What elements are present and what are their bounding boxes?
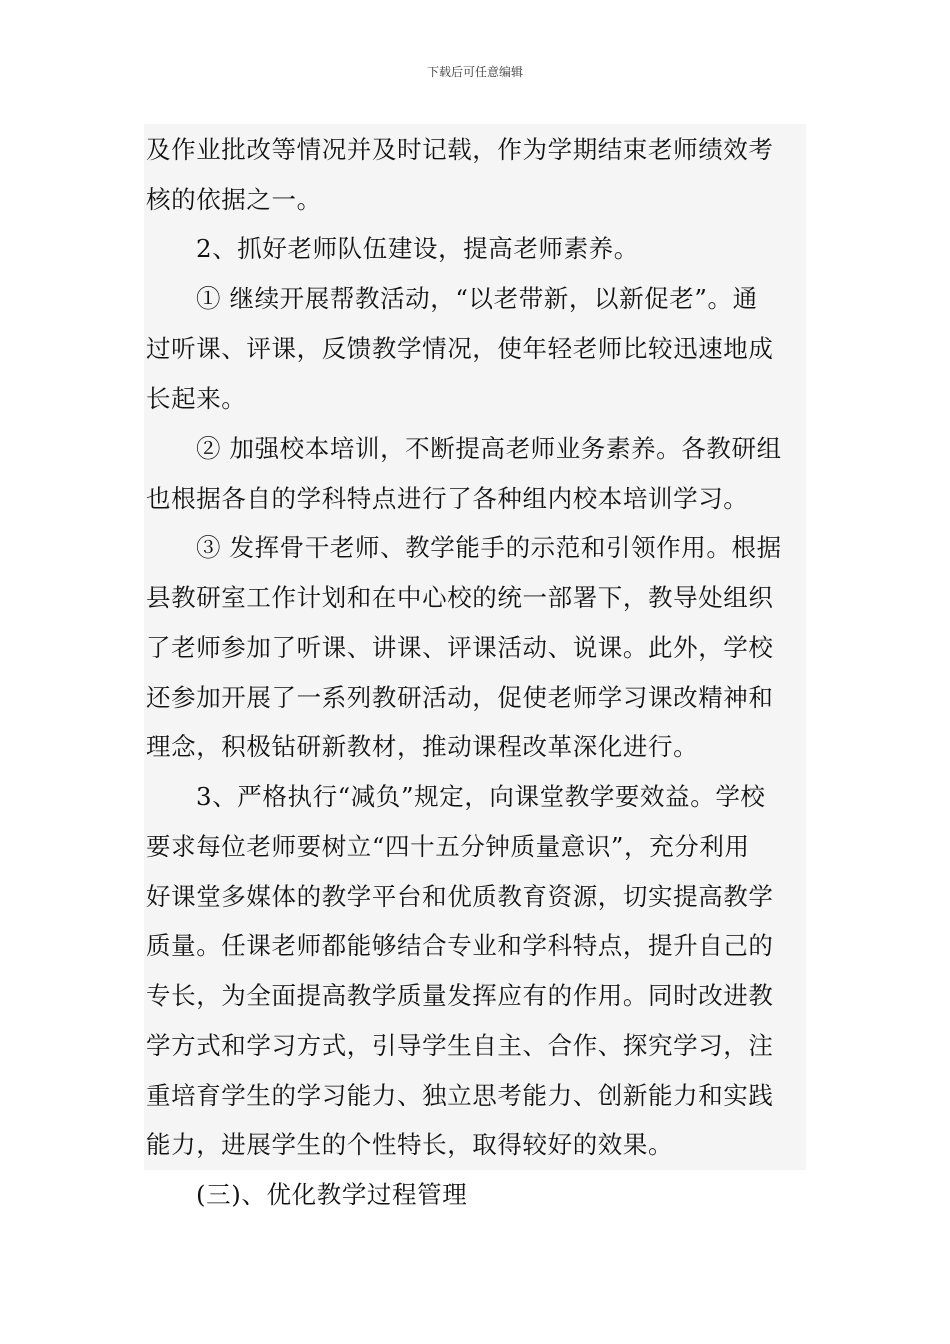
paragraph-3-line-3: 长起来。: [146, 384, 247, 413]
paragraph-4-line-1: ② 加强校本培训，不断提高老师业务素养。各教研组: [196, 434, 782, 463]
page-header: 下载后可任意编辑: [426, 65, 523, 79]
paragraph-5-line-1: ③ 发挥骨干老师、教学能手的示范和引领作用。根据: [196, 533, 782, 562]
paragraph-4-line-2: 也根据各自的学科特点进行了各种组内校本培训学习。: [146, 484, 749, 513]
paragraph-6-line-3: 好课堂多媒体的教学平台和优质教育资源，切实提高教学: [146, 882, 774, 911]
paragraph-5-line-2: 县教研室工作计划和在中心校的统一部署下，教导处组织: [146, 583, 774, 612]
paragraph-5-line-3: 了老师参加了听课、讲课、评课活动、说课。此外，学校: [146, 633, 774, 662]
paragraph-6-line-2: 要求每位老师要树立“四十五分钟质量意识”，充分利用: [146, 832, 750, 861]
paragraph-2-line-1: 2、抓好老师队伍建设，提高老师素养。: [196, 234, 639, 263]
paragraph-6-line-5: 专长，为全面提高教学质量发挥应有的作用。同时改进教: [146, 981, 774, 1010]
paragraph-5-line-5: 理念，积极钻研新教材，推动课程改革深化进行。: [146, 732, 699, 761]
paragraph-1-line-2: 核的依据之一。: [146, 185, 322, 214]
section-heading: (三)、优化教学过程管理: [196, 1180, 468, 1209]
paragraph-3-line-1: ① 继续开展帮教活动，“以老带新，以新促老”。通: [196, 284, 758, 313]
paragraph-6-line-7: 重培育学生的学习能力、独立思考能力、创新能力和实践: [146, 1081, 774, 1110]
paragraph-3-line-2: 过听课、评课，反馈教学情况，使年轻老师比较迅速地成: [146, 334, 774, 363]
paragraph-6-line-6: 学方式和学习方式，引导学生自主、合作、探究学习，注: [146, 1031, 774, 1060]
paragraph-6-line-8: 能力，进展学生的个性特长，取得较好的效果。: [146, 1130, 674, 1159]
paragraph-1-line-1: 及作业批改等情况并及时记载，作为学期结束老师绩效考: [146, 135, 774, 164]
paragraph-6-line-4: 质量。任课老师都能够结合专业和学科特点，提升自己的: [146, 931, 774, 960]
paragraph-6-line-1: 3、严格执行“减负”规定，向课堂教学要效益。学校: [196, 782, 766, 811]
paragraph-5-line-4: 还参加开展了一系列教研活动，促使老师学习课改精神和: [146, 683, 774, 712]
